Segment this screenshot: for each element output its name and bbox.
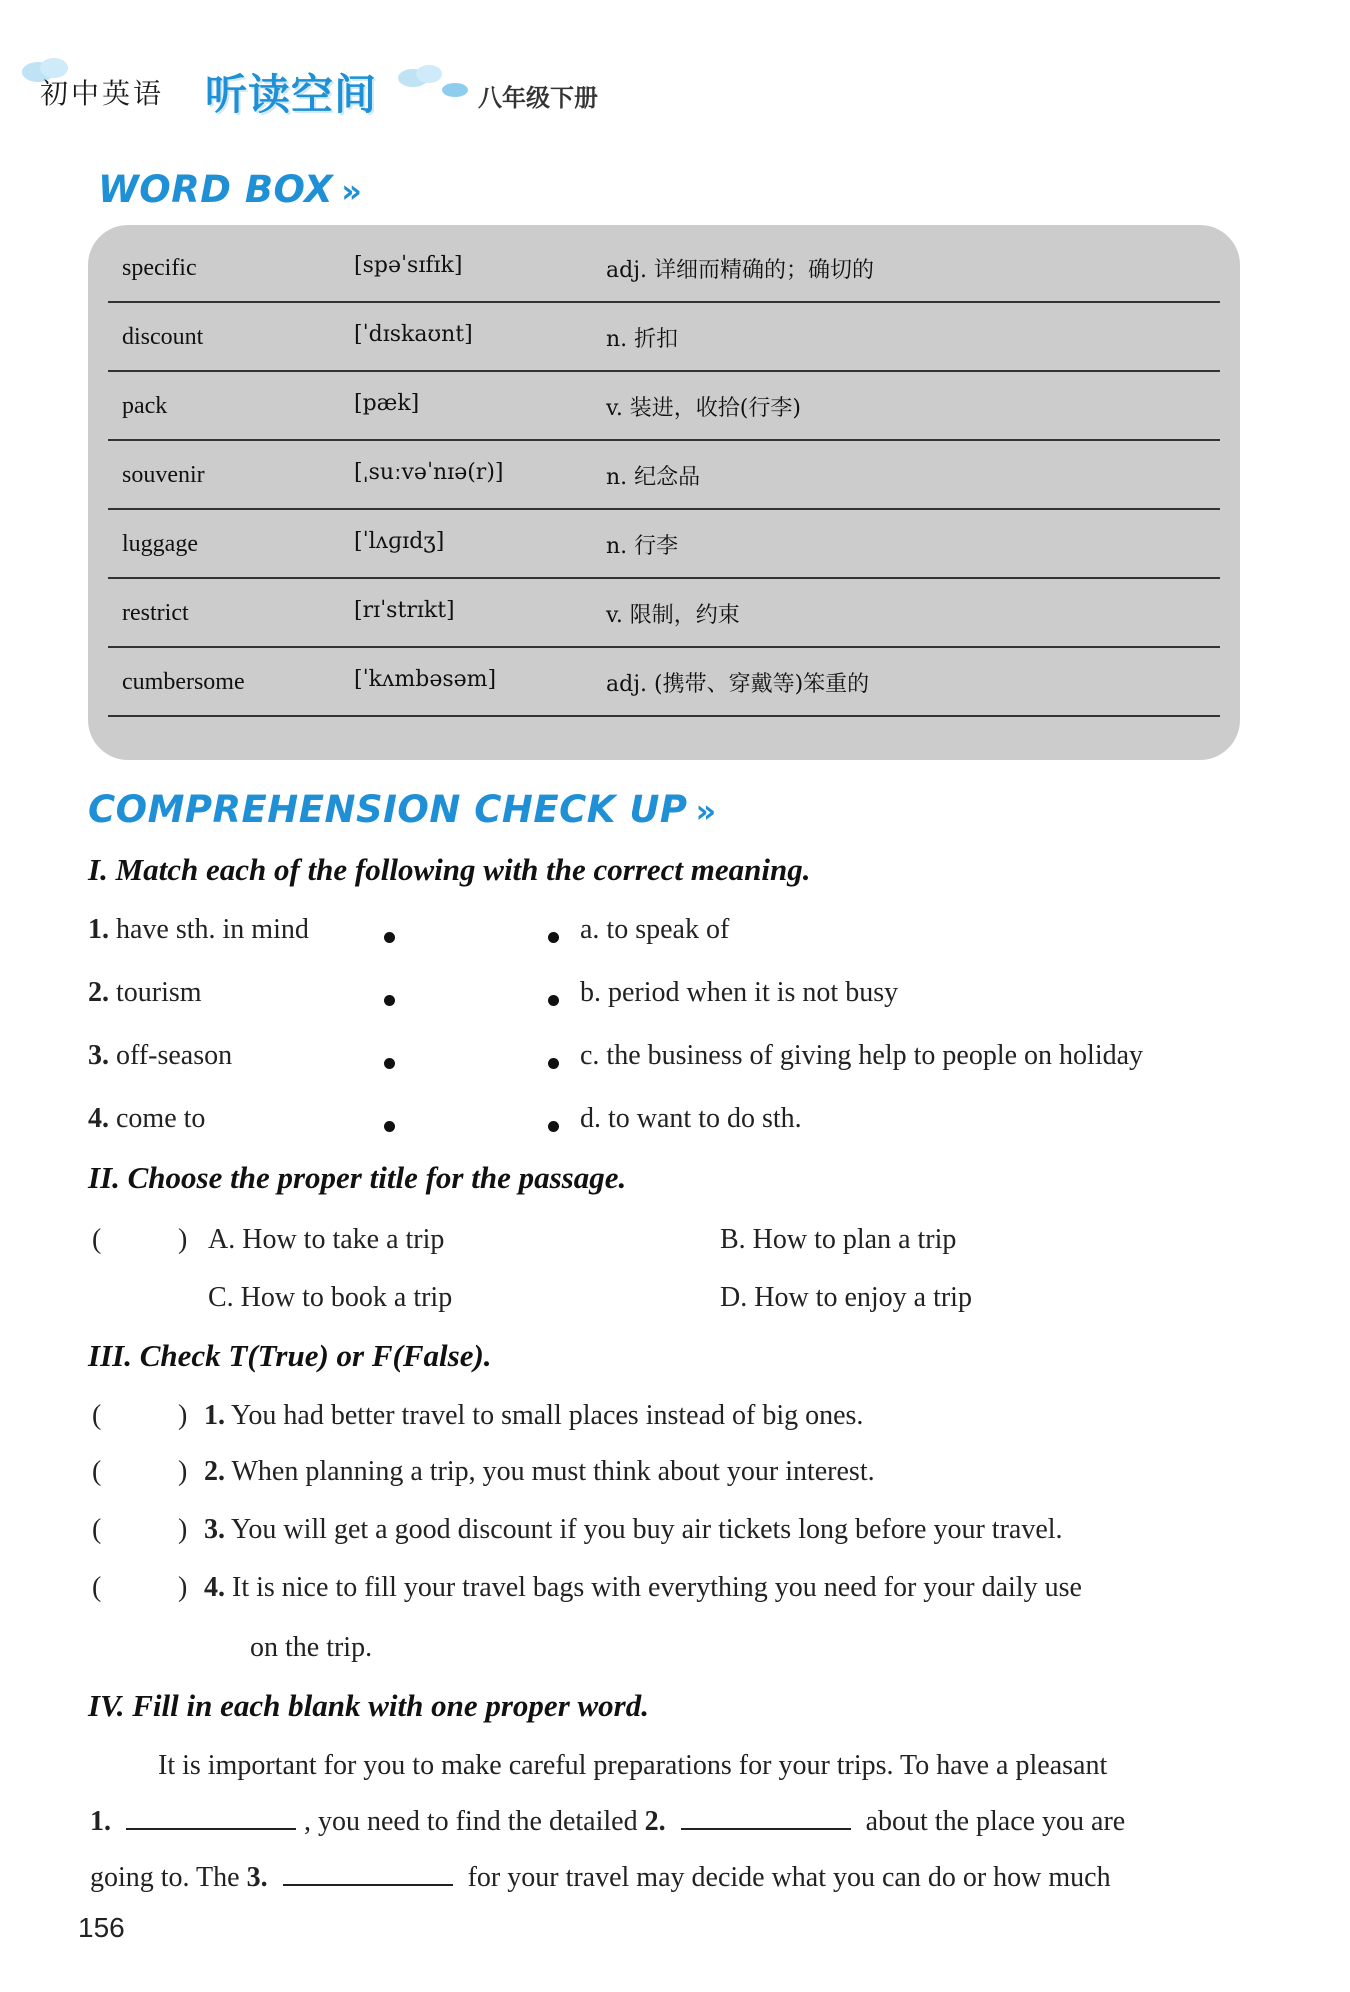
item-text: off-season <box>116 1040 233 1071</box>
item-number: 4. <box>88 1103 109 1134</box>
item-text: You will get a good discount if you buy air tickets long before your travel. <box>230 1514 1063 1545</box>
word-box-heading-text: WORD BOX <box>98 168 334 211</box>
item-number: 3. <box>88 1040 109 1071</box>
passage-text: for your travel may decide what you can do or how much <box>467 1862 1111 1893</box>
double-chevron-icon: » <box>341 172 363 210</box>
word-row <box>108 233 1220 303</box>
meaning: v. 装进，收拾(行李) <box>606 396 801 421</box>
match-right-item: d. to want to do sth. <box>580 1103 802 1134</box>
blank-number: 1. <box>90 1806 111 1837</box>
passage-line <box>90 1862 1111 1894</box>
word-row <box>108 302 1220 372</box>
answer-paren-open: ( <box>92 1224 102 1255</box>
match-left-item <box>88 1040 232 1072</box>
word: specific <box>122 255 197 281</box>
meaning: adj. (携带、穿戴等)笨重的 <box>606 672 870 697</box>
match-dot-right[interactable] <box>548 932 559 943</box>
fill-blank-1[interactable] <box>126 1826 296 1830</box>
book-title: 初中英语 <box>40 77 165 110</box>
tf-item <box>204 1572 1082 1604</box>
word-row <box>108 647 1220 717</box>
match-right-item: a. to speak of <box>580 914 730 945</box>
answer-blank[interactable] <box>110 1512 176 1548</box>
item-text: It is nice to fill your travel bags with everything you need for your daily use <box>232 1572 1082 1603</box>
answer-paren-close: ) <box>178 1514 188 1545</box>
answer-blank[interactable] <box>110 1570 176 1606</box>
word: pack <box>122 393 168 419</box>
option-d: D. How to enjoy a trip <box>720 1282 972 1313</box>
item-text: tourism <box>116 977 202 1008</box>
match-dot-left[interactable] <box>384 1058 395 1069</box>
item-number: 4. <box>204 1572 225 1603</box>
phonetic: [ˌsuːvəˈnɪə(r)] <box>354 460 504 485</box>
option-b: B. How to plan a trip <box>720 1224 957 1255</box>
word: cumbersome <box>122 669 245 695</box>
grade-label: 八年级下册 <box>478 84 598 112</box>
word: souvenir <box>122 462 205 488</box>
phonetic: [rɪˈstrɪkt] <box>354 598 455 623</box>
item-number: 3. <box>204 1514 225 1545</box>
word-box-heading <box>98 168 362 211</box>
answer-blank[interactable] <box>110 1222 176 1258</box>
word-row <box>108 440 1220 510</box>
fill-blank-3[interactable] <box>283 1882 453 1886</box>
item-text: have sth. in mind <box>116 914 309 945</box>
answer-paren-close: ) <box>178 1400 188 1431</box>
part4-title: IV. Fill in each blank with one proper word. <box>88 1688 649 1723</box>
passage-text: about the place you are <box>865 1806 1126 1837</box>
match-left-item <box>88 1103 205 1135</box>
blank-number: 3. <box>246 1862 268 1893</box>
meaning: n. 行李 <box>606 534 679 559</box>
item-text: When planning a trip, you must think about your interest. <box>231 1456 875 1487</box>
match-dot-left[interactable] <box>384 932 395 943</box>
phonetic: [spəˈsɪfɪk] <box>354 253 463 278</box>
page-number: 156 <box>78 1912 125 1943</box>
option-c: C. How to book a trip <box>208 1282 453 1313</box>
match-right-item: b. period when it is not busy <box>580 977 899 1008</box>
answer-paren-open: ( <box>92 1400 102 1431</box>
match-dot-left[interactable] <box>384 1121 395 1132</box>
phonetic: [ˈkʌmbəsəm] <box>354 667 497 692</box>
part3-title: III. Check T(True) or F(False). <box>88 1338 492 1373</box>
word: restrict <box>122 600 189 626</box>
passage-line <box>90 1806 1125 1838</box>
cloud-dot-icon <box>440 80 470 100</box>
answer-blank[interactable] <box>110 1398 176 1434</box>
item-number: 1. <box>204 1400 225 1431</box>
tf-item <box>204 1456 875 1488</box>
meaning: adj. 详细而精确的；确切的 <box>606 258 875 283</box>
match-left-item <box>88 977 202 1009</box>
option-a: A. How to take a trip <box>208 1224 445 1255</box>
tf-item <box>204 1400 863 1432</box>
part1-title: I. Match each of the following with the correct meaning. <box>88 852 811 887</box>
item-text: You had better travel to small places instead of big ones. <box>230 1400 864 1431</box>
item-number: 1. <box>88 914 109 945</box>
comprehension-heading-text: COMPREHENSION CHECK UP <box>88 788 688 831</box>
answer-paren-close: ) <box>178 1224 188 1255</box>
answer-paren-open: ( <box>92 1456 102 1487</box>
item-text: come to <box>116 1103 206 1134</box>
tf-item <box>204 1514 1063 1546</box>
passage-text: , you need to find the detailed <box>304 1806 638 1837</box>
meaning: v. 限制，约束 <box>606 603 740 628</box>
meaning: n. 折扣 <box>606 327 679 352</box>
word: luggage <box>122 531 198 557</box>
word-row <box>108 371 1220 441</box>
word: discount <box>122 324 204 350</box>
match-dot-left[interactable] <box>384 995 395 1006</box>
answer-paren-close: ) <box>178 1572 188 1603</box>
match-dot-right[interactable] <box>548 1121 559 1132</box>
item-number: 2. <box>204 1456 225 1487</box>
item-number: 2. <box>88 977 109 1008</box>
answer-paren-open: ( <box>92 1572 102 1603</box>
fill-blank-2[interactable] <box>681 1826 851 1830</box>
tf-item-continuation: on the trip. <box>250 1632 373 1663</box>
match-dot-right[interactable] <box>548 1058 559 1069</box>
phonetic: [pæk] <box>354 391 420 416</box>
word-row <box>108 578 1220 648</box>
passage-text: going to. The <box>90 1862 240 1893</box>
double-chevron-icon: » <box>695 792 717 830</box>
answer-paren-close: ) <box>178 1456 188 1487</box>
blank-number: 2. <box>644 1806 666 1837</box>
match-dot-right[interactable] <box>548 995 559 1006</box>
series-title: 听读空间 <box>205 70 378 119</box>
answer-paren-open: ( <box>92 1514 102 1545</box>
word-row <box>108 509 1220 579</box>
word-box <box>88 225 1240 760</box>
answer-blank[interactable] <box>110 1454 176 1490</box>
phonetic: [ˈlʌɡɪdʒ] <box>354 529 445 554</box>
match-left-item <box>88 914 309 946</box>
match-right-item: c. the business of giving help to people on holiday <box>580 1040 1144 1071</box>
phonetic: [ˈdɪskaʊnt] <box>354 322 473 347</box>
meaning: n. 纪念品 <box>606 465 701 490</box>
comprehension-heading <box>88 788 717 831</box>
passage-line: It is important for you to make careful preparations for your trips. To have a pleasant <box>158 1750 1108 1781</box>
part2-title: II. Choose the proper title for the passage. <box>88 1160 627 1195</box>
